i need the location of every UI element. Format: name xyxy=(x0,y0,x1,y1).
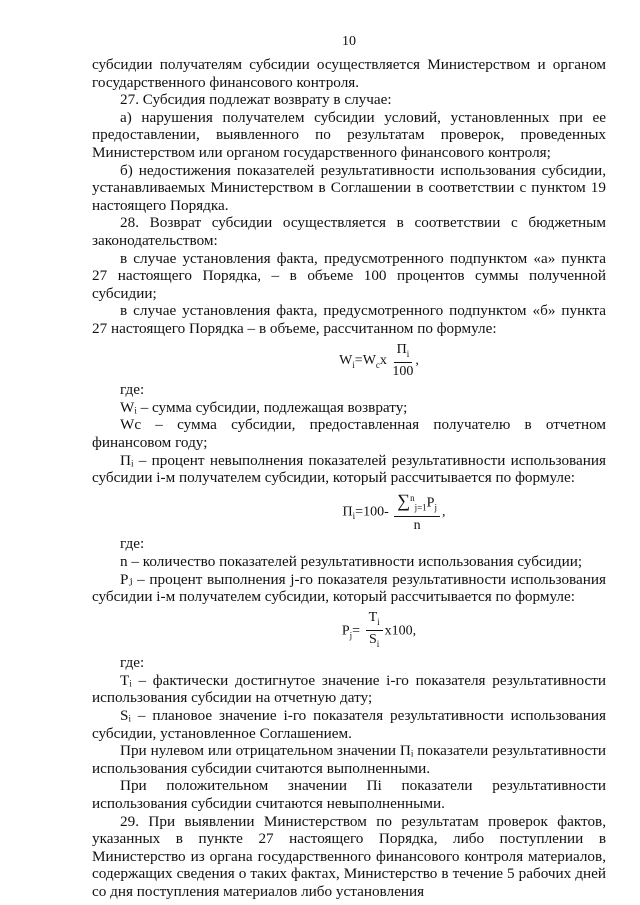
page-number: 10 xyxy=(342,34,356,49)
formula-pj: $P_j=$ $\frac{T_i}{S_i}$ x100, xyxy=(152,610,606,653)
where-label-1: где: xyxy=(120,381,145,399)
paragraph-29: 29. При выявлении Министерством по результатам проверок фактов, указанных в пункте 27 настоящего Порядка, либо поступлении в Министерство из органа государственного финансового контроля материалов, содержащих сведения о таких фактах, Министерство в течение 5 рабочих дней со дня поступления материалов либо установления xyxy=(92,812,606,900)
paragraph-positive: При положительном значении Пi показатели результативности использования субсидии считаются невыполненными. xyxy=(92,777,606,813)
paragraph-28-case-b: в случае установления факта, предусмотренного подпунктом «б» пункта 27 настоящего Порядка – в объеме, рассчитанном по формуле: xyxy=(92,302,606,337)
paragraph-28-case-a: в случае установления факта, предусмотренного подпунктом «а» пункта 27 настоящего Порядка, – в объеме 100 процентов суммы полученной субсидии; xyxy=(92,249,606,302)
formula-pj-fraction: $\frac{T_i}{S_i}$ xyxy=(366,610,383,653)
where-label-2: где: xyxy=(120,535,145,553)
definition-pi: Пᵢ – процент невыполнения показателей результативности использования субсидии i-м получателем субсидии, который рассчитывается по формуле: xyxy=(92,451,606,487)
definition-pj: Pⱼ – процент выполнения j-го показателя результативности использования субсидии i-м получателем субсидии, который рассчитывается по формуле: xyxy=(92,570,606,606)
definition-wc: Wc – сумма субсидии, предоставленная получателю в отчетном финансовом году; xyxy=(92,416,606,452)
paragraph-continuation: субсидии получателям субсидии осуществляется Министерством и органом государственного финансового контроля. xyxy=(92,56,606,91)
where-label-3: где: xyxy=(120,654,145,672)
paragraph-28: 28. Возврат субсидии осуществляется в соответствии с бюджетным законодательством: xyxy=(92,214,606,249)
paragraph-27-b: б) недостижения показателей результативности использования субсидии, устанавливаемых Министерством в Соглашении в соответствии с пунктом 19 настоящего Порядка. xyxy=(92,161,606,214)
paragraph-zero-negative: При нулевом или отрицательном значении Пᵢ показатели результативности использования субсидии считаются выполненными. xyxy=(92,742,606,777)
paragraph-27: 27. Субсидия подлежат возврату в случае: xyxy=(120,91,392,109)
formula-wi-fraction: $\frac{П_i}{100}$ xyxy=(392,341,414,380)
formula-wi: $W_i=W_cx$ $\frac{П_i}{100}$ , xyxy=(339,341,419,380)
paragraph-27-a: а) нарушения получателем субсидии условий, установленных при ее предоставлении, выявленного по результатам проверок, проведенных Министерством или органом государственного финансового контроля; xyxy=(92,108,606,161)
definition-wi: Wᵢ – сумма субсидии, подлежащая возврату; xyxy=(120,398,408,416)
definition-ti: Tᵢ – фактически достигнутое значение i-го показателя результативности использования субсидии на отчетную дату; xyxy=(92,671,606,707)
definition-n: n – количество показателей результативности использования субсидии; xyxy=(120,552,583,570)
definition-si: Sᵢ – плановое значение i-го показателя результативности использования субсидии, установленное Соглашением. xyxy=(92,707,606,742)
formula-pi: $П_i=100-$ $\frac{\sum^n_{j=1}P_j}{n}$ , xyxy=(342,490,446,534)
formula-pi-fraction: $\frac{\sum^n_{j=1}P_j}{n}$ xyxy=(394,491,440,533)
